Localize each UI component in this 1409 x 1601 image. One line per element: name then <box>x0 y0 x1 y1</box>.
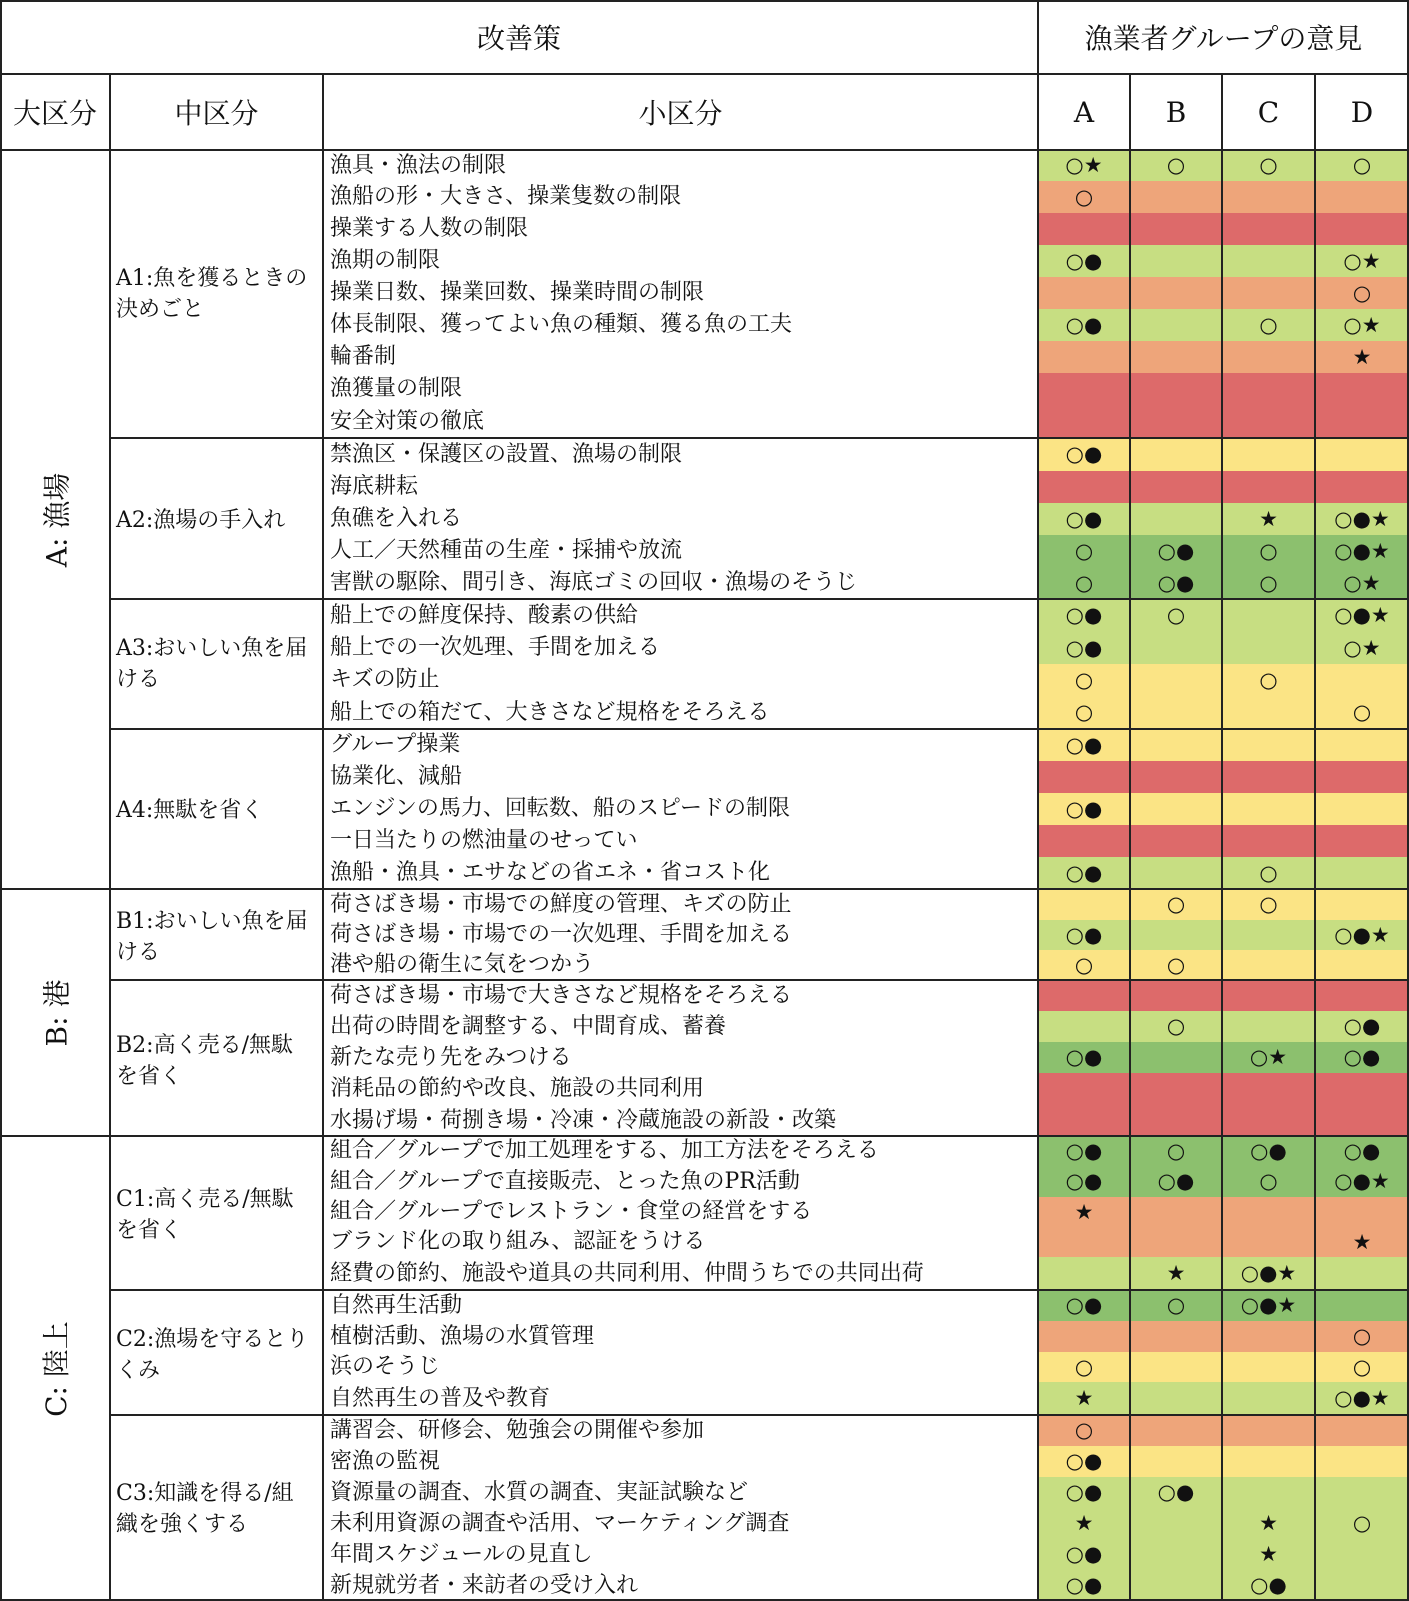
opinion-mark-group-d: ○● <box>1343 1138 1381 1163</box>
opinion-mark-group-a: ○● <box>1065 312 1103 337</box>
opinion-mark-group-b: ○ <box>1166 603 1186 627</box>
opinion-mark-group-c: ○● <box>1250 1138 1287 1163</box>
opinion-row-band <box>1038 761 1409 793</box>
measure-item: 輪番制 <box>330 344 397 369</box>
opinion-mark-group-c: ○●★ <box>1240 1261 1297 1285</box>
opinion-mark-group-a: ○● <box>1065 1573 1103 1597</box>
opinion-mark-group-d: ○ <box>1352 1354 1372 1379</box>
opinion-mark-group-a: ○★ <box>1065 153 1103 177</box>
opinion-mark-group-d: ○ <box>1352 153 1372 177</box>
vertical-rule <box>0 0 2 1601</box>
measure-item: 船上での鮮度保持、酸素の供給 <box>330 603 639 628</box>
opinion-mark-group-a: ○● <box>1065 1169 1103 1193</box>
opinion-mark-group-a: ○● <box>1065 1542 1103 1566</box>
group-b-header: B <box>1165 95 1187 129</box>
opinion-mark-group-d: ○●★ <box>1334 1386 1390 1410</box>
middle-category-a2: A2:漁場の手入れ <box>116 508 286 533</box>
opinion-row-band <box>1038 373 1409 405</box>
opinion-mark-group-d: ○★ <box>1343 570 1381 595</box>
opinion-mark-group-a: ○● <box>1065 603 1103 627</box>
opinion-mark-group-a: ○● <box>1065 922 1103 947</box>
horizontal-rule <box>0 0 1409 2</box>
measure-item: 荷さばき場・市場での鮮度の管理、キズの防止 <box>330 892 792 917</box>
group-a-header: A <box>1073 95 1095 129</box>
measure-item: 資源量の調査、水質の調査、実証試験など <box>330 1480 749 1505</box>
measure-item: 操業日数、操業回数、操業時間の制限 <box>330 280 705 305</box>
horizontal-rule <box>0 888 1409 890</box>
middle-category-a4: A4:無駄を省く <box>116 798 264 823</box>
opinion-mark-group-b: ○● <box>1157 1169 1195 1193</box>
measure-item: 害獣の駆除、間引き、海底ゴミの回収・漁場のそうじ <box>330 570 858 595</box>
horizontal-rule <box>0 149 1409 151</box>
opinion-mark-group-c: ★ <box>1259 1511 1278 1535</box>
measure-item: キズの防止 <box>330 667 440 692</box>
col-large-header: 大区分 <box>12 97 97 130</box>
opinion-mark-group-a: ○● <box>1065 860 1103 885</box>
opinion-mark-group-b: ○ <box>1166 952 1186 977</box>
opinion-row-band <box>1038 471 1409 503</box>
opinion-mark-group-a: ○● <box>1065 442 1103 466</box>
vertical-rule <box>1314 74 1316 1601</box>
opinion-mark-group-d: ○★ <box>1343 312 1381 337</box>
opinion-mark-group-d: ○●★ <box>1334 538 1390 563</box>
opinion-mark-group-d: ○●★ <box>1334 922 1390 947</box>
vertical-rule <box>109 74 111 1601</box>
opinion-mark-group-c: ○● <box>1250 1573 1287 1597</box>
opinion-mark-group-a: ○● <box>1065 1293 1103 1317</box>
measure-item: グループ操業 <box>330 732 461 757</box>
large-category-c <box>0 1136 110 1601</box>
large-category-b <box>0 889 110 1136</box>
opinion-mark-group-d: ○●★ <box>1334 603 1390 627</box>
col-middle-header: 中区分 <box>174 97 259 130</box>
group-d-header: D <box>1350 95 1374 129</box>
opinion-mark-group-d: ○● <box>1343 1014 1381 1038</box>
opinion-mark-group-d: ○● <box>1343 1045 1381 1069</box>
measure-item: 講習会、研修会、勉強会の開催や参加 <box>330 1418 705 1443</box>
opinion-mark-group-d: ○ <box>1352 700 1372 724</box>
opinion-mark-group-d: ○★ <box>1343 635 1381 660</box>
measure-item: 新規就労者・来訪者の受け入れ <box>330 1573 639 1598</box>
opinion-mark-group-a: ○● <box>1065 635 1103 660</box>
measure-item: 漁獲量の制限 <box>330 376 463 401</box>
opinion-mark-group-a: ★ <box>1074 1199 1094 1224</box>
measure-item: 魚礁を入れる <box>330 506 463 531</box>
measure-item: エンジンの馬力、回転数、船のスピードの制限 <box>330 796 791 821</box>
vertical-rule <box>1129 74 1131 1601</box>
opinion-mark-group-a: ○● <box>1065 796 1103 821</box>
large-category-b-label: B: 港 <box>39 979 73 1046</box>
opinion-row-band <box>1038 213 1409 245</box>
opinion-mark-group-a: ○● <box>1065 1045 1103 1069</box>
measure-item: 安全対策の徹底 <box>330 409 485 434</box>
opinion-mark-group-b: ○ <box>1166 153 1186 177</box>
opinion-mark-group-b: ○ <box>1166 1138 1186 1163</box>
opinion-mark-group-c: ★ <box>1259 506 1278 531</box>
opinion-mark-group-d: ★ <box>1352 344 1372 369</box>
horizontal-rule <box>0 73 1409 75</box>
measures-title: 改善策 <box>476 22 561 55</box>
opinion-mark-group-b: ○ <box>1166 1014 1186 1038</box>
opinion-mark-group-b: ○● <box>1157 1480 1195 1504</box>
measure-item: 船上での箱だて、大きさなど規格をそろえる <box>330 700 770 725</box>
opinion-mark-group-d: ○●★ <box>1334 506 1390 531</box>
opinion-mark-group-b: ○ <box>1166 1293 1186 1317</box>
opinion-mark-group-a: ○ <box>1074 700 1094 724</box>
opinion-mark-group-c: ○ <box>1259 860 1278 885</box>
measure-item: 自然再生活動 <box>330 1293 463 1318</box>
vertical-rule <box>1037 0 1039 1601</box>
opinion-mark-group-a: ○● <box>1065 732 1103 757</box>
opinion-mark-group-c: ○★ <box>1249 1045 1288 1069</box>
horizontal-rule <box>110 437 1409 439</box>
opinion-mark-group-c: ○ <box>1259 667 1278 692</box>
measure-item: 漁船・漁具・エサなどの省エネ・省コスト化 <box>330 860 771 885</box>
measure-item: 水揚げ場・荷捌き場・冷凍・冷蔵施設の新設・改築 <box>330 1108 837 1133</box>
opinion-mark-group-a: ○● <box>1065 1449 1103 1473</box>
measure-item: 海底耕耘 <box>330 474 419 499</box>
opinion-mark-group-c: ○ <box>1259 892 1278 916</box>
measure-item: 組合／グループで加工処理をする、加工方法をそろえる <box>330 1138 879 1163</box>
measure-item: 操業する人数の制限 <box>330 216 529 241</box>
opinion-mark-group-a: ○ <box>1074 570 1094 595</box>
horizontal-rule <box>110 1289 1409 1291</box>
measure-item: 体長制限、獲ってよい魚の種類、獲る魚の工夫 <box>330 312 793 337</box>
measure-item: 経費の節約、施設や道具の共同利用、仲間うちでの共同出荷 <box>330 1261 924 1286</box>
large-category-a <box>0 150 110 889</box>
opinion-mark-group-a: ○ <box>1074 1418 1094 1442</box>
measure-item: 消耗品の節約や改良、施設の共同利用 <box>330 1076 705 1101</box>
measure-item: 港や船の衛生に気をつかう <box>330 952 595 977</box>
measure-item: 禁漁区・保護区の設置、漁場の制限 <box>330 442 683 467</box>
opinion-mark-group-c: ○ <box>1259 538 1278 563</box>
large-category-c-label: C: 陸上 <box>39 1320 73 1417</box>
horizontal-rule <box>0 1135 1409 1137</box>
large-category-a-label: A: 漁場 <box>40 472 73 567</box>
measure-item: 漁期の制限 <box>330 248 441 273</box>
opinion-title: 漁業者グループの意見 <box>1084 22 1363 55</box>
measure-item: 一日当たりの燃油量のせってい <box>330 828 638 853</box>
opinion-mark-group-b: ★ <box>1166 1261 1186 1285</box>
middle-category-c1: C1:高く売る/無駄を省く <box>116 1187 294 1243</box>
horizontal-rule <box>110 598 1409 600</box>
measure-item: ブランド化の取り組み、認証をうける <box>330 1229 706 1254</box>
opinion-mark-group-c: ★ <box>1259 1542 1278 1566</box>
measure-item: 人工／天然種苗の生産・採捕や放流 <box>330 538 683 563</box>
vertical-rule <box>1221 74 1223 1601</box>
measure-item: 組合／グループでレストラン・食堂の経営をする <box>330 1199 813 1224</box>
measure-item: 協業化、減船 <box>330 764 463 789</box>
opinion-mark-group-c: ○ <box>1259 312 1278 337</box>
measure-item: 組合／グループで直接販売、とった魚のPR活動 <box>330 1169 800 1194</box>
opinion-mark-group-b: ○● <box>1157 570 1195 595</box>
middle-category-c2: C2:漁場を守るとりくみ <box>116 1327 309 1383</box>
opinion-mark-group-a: ○ <box>1074 184 1094 209</box>
measure-item: 出荷の時間を調整する、中間育成、蓄養 <box>330 1014 727 1039</box>
opinion-mark-group-a: ★ <box>1074 1511 1094 1535</box>
horizontal-rule <box>110 979 1409 981</box>
middle-category-b2: B2:高く売る/無駄を省く <box>116 1033 293 1089</box>
opinion-mark-group-a: ○● <box>1065 248 1103 273</box>
opinion-mark-group-d: ○ <box>1352 1324 1372 1348</box>
middle-category-a3: A3:おいしい魚を届ける <box>116 636 308 692</box>
opinion-mark-group-d: ○●★ <box>1334 1169 1390 1193</box>
opinion-mark-group-c: ○ <box>1259 570 1278 595</box>
opinion-mark-group-a: ○● <box>1065 1480 1103 1504</box>
measure-item: 荷さばき場・市場での一次処理、手間を加える <box>330 922 793 947</box>
opinion-mark-group-c: ○●★ <box>1240 1293 1297 1317</box>
opinion-mark-group-d: ★ <box>1352 1229 1372 1254</box>
opinion-row-band <box>1038 1073 1409 1105</box>
opinion-mark-group-b: ○● <box>1157 538 1195 563</box>
opinion-mark-group-a: ○ <box>1074 667 1094 692</box>
measure-item: 船上での一次処理、手間を加える <box>330 635 661 660</box>
middle-category-b1: B1:おいしい魚を届ける <box>116 909 308 965</box>
group-c-header: C <box>1257 95 1280 129</box>
opinion-mark-group-d: ○★ <box>1343 248 1381 273</box>
opinion-mark-group-c: ○ <box>1259 1169 1278 1193</box>
opinion-mark-group-a: ★ <box>1074 1386 1094 1410</box>
middle-category-a1: A1:魚を獲るときの決めごと <box>116 266 308 322</box>
opinion-mark-group-d: ○ <box>1352 1511 1372 1535</box>
horizontal-rule <box>110 728 1409 730</box>
measure-item: 自然再生の普及や教育 <box>330 1386 551 1411</box>
opinion-mark-group-c: ○ <box>1259 153 1278 177</box>
measure-item: 荷さばき場・市場で大きさなど規格をそろえる <box>330 983 793 1008</box>
vertical-rule <box>322 74 324 1601</box>
opinion-mark-group-d: ○ <box>1352 280 1372 305</box>
opinion-row-band <box>1038 980 1409 1011</box>
measure-item: 植樹活動、漁場の水質管理 <box>330 1324 595 1349</box>
opinion-mark-group-a: ○ <box>1074 538 1094 563</box>
opinion-mark-group-a: ○ <box>1074 952 1094 977</box>
measure-item: 漁具・漁法の制限 <box>330 153 507 178</box>
col-small-header: 小区分 <box>638 97 723 130</box>
opinion-mark-group-a: ○● <box>1065 1138 1103 1163</box>
middle-category-c3: C3:知識を得る/組織を強くする <box>116 1481 294 1537</box>
horizontal-rule <box>110 1414 1409 1416</box>
measure-item: 浜のそうじ <box>330 1354 441 1379</box>
measure-item: 年間スケジュールの見直し <box>330 1542 593 1567</box>
opinion-mark-group-a: ○● <box>1065 506 1103 531</box>
measure-item: 漁船の形・大きさ、操業隻数の制限 <box>330 184 682 209</box>
opinion-row-band <box>1038 1105 1409 1136</box>
opinion-row-band <box>1038 405 1409 438</box>
opinion-row-band <box>1038 825 1409 857</box>
opinion-mark-group-b: ○ <box>1166 892 1186 916</box>
measure-item: 密漁の監視 <box>330 1449 441 1474</box>
opinion-mark-group-a: ○ <box>1074 1354 1094 1379</box>
measure-item: 新たな売り先をみつける <box>330 1045 572 1070</box>
measure-item: 未利用資源の調査や活用、マーケティング調査 <box>330 1511 790 1536</box>
